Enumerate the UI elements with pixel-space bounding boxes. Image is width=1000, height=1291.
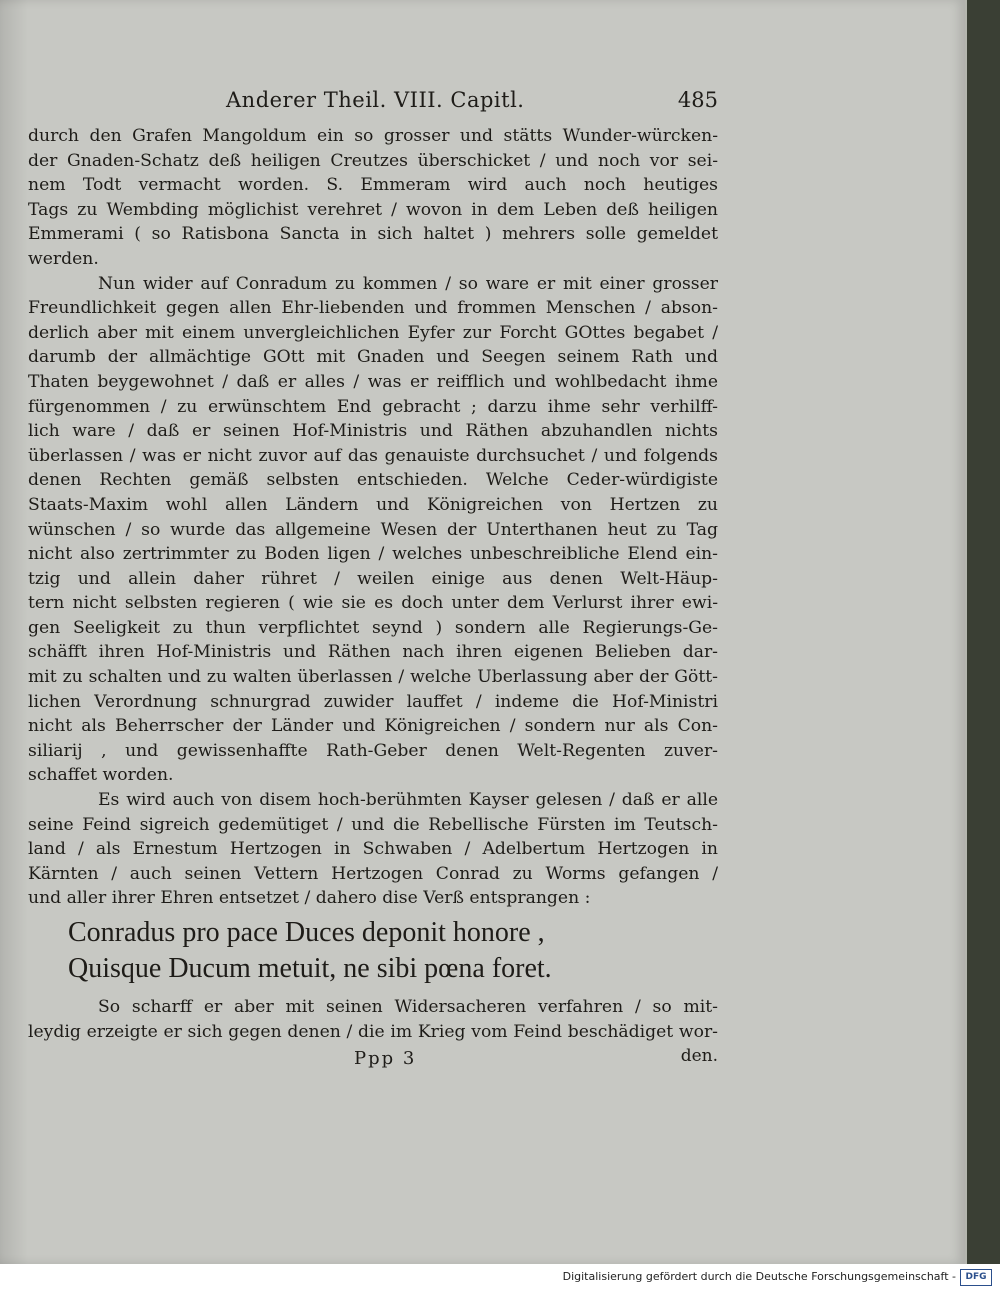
verse-line-1: Conradus pro pace Duces deponit honore , <box>68 917 545 948</box>
text-line: gen Seeligkeit zu thun verpflichtet seynd ) sondern alle Regierungs-Ge- <box>28 617 718 638</box>
text-line: denen Rechten gemäß selbsten entschieden. Welche Ceder-würdigiste <box>28 470 718 491</box>
text-line: land / als Ernestum Hertzogen in Schwaben / Adelbertum Hertzogen in <box>28 839 718 860</box>
text-line: fürgenommen / zu erwünschtem End gebracht ; darzu ihme sehr verhilff- <box>28 396 718 417</box>
text-line: lichen Verordnung schnurgrad zuwider lauffet / indeme die Hof-Ministri <box>28 691 718 712</box>
text-line: Freundlichkeit gegen allen Ehr-liebenden und frommen Menschen / abson- <box>28 298 718 319</box>
text-line: schäfft ihren Hof-Ministris und Räthen nach ihren eigenen Belieben dar- <box>28 642 718 663</box>
text-line: und aller ihrer Ehren entsetzet / dahero dise Verß entsprangen : <box>28 888 591 909</box>
page-header <box>28 82 718 124</box>
text-line: Tags zu Wembding möglichist verehret / wovon in dem Leben deß heiligen <box>28 199 718 220</box>
text-line: Thaten beygewohnet / daß er alles / was er reifflich und wohlbedacht ihme <box>28 371 718 392</box>
text-line: Kärnten / auch seinen Vettern Hertzogen Conrad zu Worms gefangen / <box>28 863 718 884</box>
text-line: siliarij , und gewissenhaffte Rath-Geber denen Welt-Regenten zuver- <box>28 740 718 761</box>
signature-mark: Ppp 3 <box>354 1048 417 1070</box>
text-line: So scharff er aber mit seinen Widersacheren verfahren / so mit- <box>98 997 718 1017</box>
text-line: schaffet worden. <box>28 765 174 786</box>
text-line: nicht als Beherrscher der Länder und Königreichen / sondern nur als Con- <box>28 716 718 737</box>
text-line: Staats-Maxim wohl allen Ländern und Königreichen von Hertzen zu <box>28 494 718 515</box>
text-line: nicht also zertrimmter zu Boden ligen / welches unbeschreibliche Elend ein- <box>28 544 718 565</box>
closing-text <box>28 995 718 1044</box>
text-line: mit zu schalten und zu walten überlassen / welche Uberlassung aber der Gött- <box>28 667 718 688</box>
text-line: nem Todt vermacht worden. S. Emmeram wird auch noch heutiges <box>28 175 718 196</box>
text-line: wünschen / so wurde das allgemeine Wesen der Unterthanen heut zu Tag <box>28 519 718 540</box>
dfg-logo-icon: DFG <box>960 1269 992 1286</box>
page-footer <box>28 1044 718 1074</box>
page-number: 485 <box>677 88 718 112</box>
body-text <box>28 124 718 911</box>
text-line: durch den Grafen Mangoldum ein so grosser und stätts Wunder-würcken- <box>28 126 718 146</box>
text-line: seine Feind sigreich gedemütiget / und die Rebellische Fürsten im Teutsch- <box>28 814 718 835</box>
running-title: Anderer Theil. VIII. Capitl. <box>226 88 525 112</box>
text-line: der Gnaden-Schatz deß heiligen Creutzes überschicket / und noch vor sei- <box>28 150 718 171</box>
text-line: Nun wider auf Conradum zu kommen / so ware er mit einer grosser <box>98 273 718 294</box>
text-line: Emmerami ( so Ratisbona Sancta in sich haltet ) mehrers solle gemeldet <box>28 224 718 245</box>
funding-credit: Digitalisierung gefördert durch die Deutsche Forschungsgemeinschaft - <box>562 1270 956 1283</box>
credit-bar <box>0 1264 1000 1291</box>
text-line: leydig erzeigte er sich gegen denen / die im Krieg vom Feind beschädiget wor- <box>28 1021 718 1042</box>
text-line: werden. <box>28 248 99 269</box>
text-line: Es wird auch von disem hoch-berühmten Kayser gelesen / daß er alle <box>98 790 718 811</box>
text-line: derlich aber mit einem unvergleichlichen Eyfer zur Forcht GOttes begabet / <box>28 322 718 343</box>
page-text-block <box>28 82 718 1074</box>
text-line: überlassen / was er nicht zuvor auf das genauiste durchsuchet / und folgends <box>28 445 718 466</box>
text-line: tzig und allein daher rühret / weilen einige aus denen Welt-Häup- <box>28 568 718 589</box>
text-line: darumb der allmächtige GOtt mit Gnaden und Seegen seinem Rath und <box>28 347 718 368</box>
text-line: tern nicht selbsten regieren ( wie sie es doch unter dem Verlurst ihrer ewi- <box>28 593 718 614</box>
verse-line-2: Quisque Ducum metuit, ne sibi pœna foret. <box>68 953 552 984</box>
text-line: lich ware / daß er seinen Hof-Ministris und Räthen abzuhandlen nichts <box>28 421 718 442</box>
catchword: den. <box>680 1046 718 1067</box>
